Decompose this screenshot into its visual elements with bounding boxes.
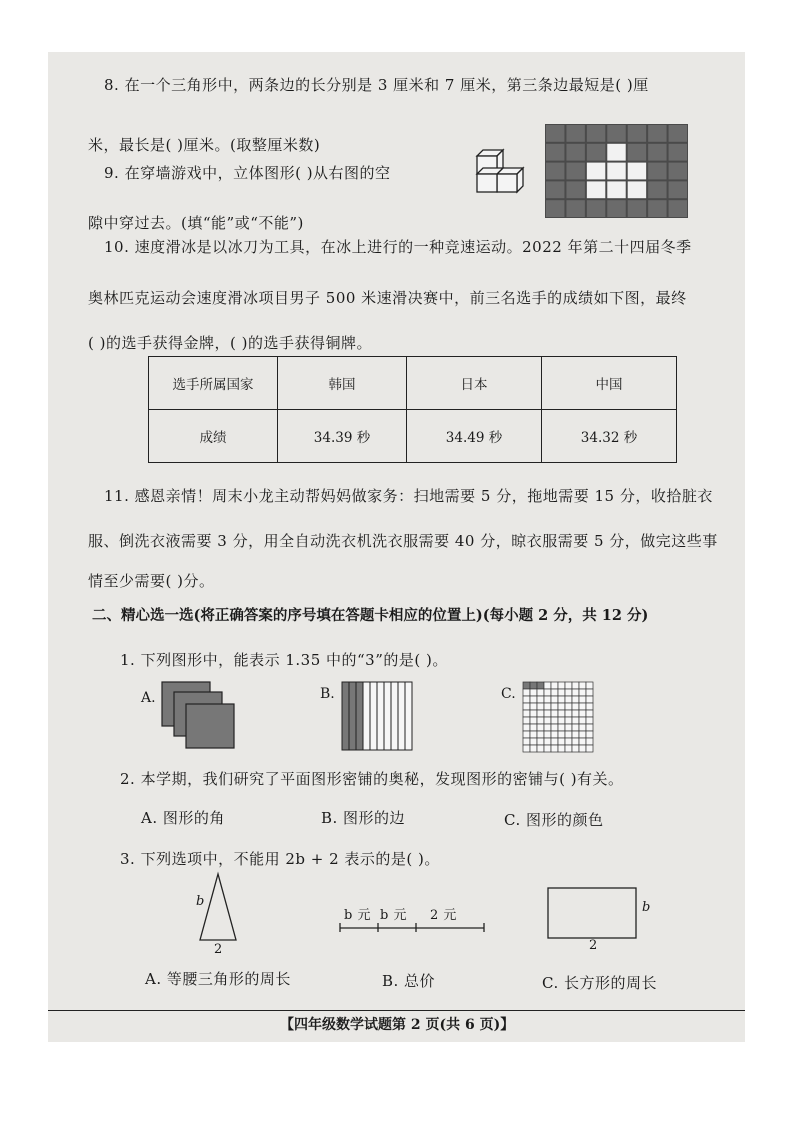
- grid-cell: [572, 717, 579, 724]
- grid-cell: [544, 710, 551, 717]
- grid-cell: [537, 710, 544, 717]
- grid-cell: [572, 696, 579, 703]
- grid-cell: [530, 738, 537, 745]
- wall-brick: [669, 125, 687, 142]
- grid-cell: [586, 696, 593, 703]
- grid-cell: [565, 682, 572, 689]
- grid-cell: [572, 745, 579, 752]
- grid-cell: [579, 689, 586, 696]
- wall-brick: [607, 125, 625, 142]
- grid-cell: [558, 710, 565, 717]
- strip: [363, 682, 370, 750]
- q10-line2: 奥林匹克运动会速度滑冰项目男子 500 米速滑决赛中，前三名选手的成绩如下图，最终: [88, 289, 687, 307]
- wall-brick: [546, 200, 564, 217]
- grid-cell: [530, 689, 537, 696]
- grid-cell: [544, 696, 551, 703]
- wall-brick: [566, 144, 584, 161]
- exam-page: [48, 52, 745, 1042]
- s1-stem: 1. 下列图形中，能表示 1.35 中的“3”的是( )。: [120, 651, 448, 669]
- table-cell: 34.39 秒: [278, 410, 407, 463]
- grid-cell: [544, 731, 551, 738]
- wall-brick: [628, 163, 646, 180]
- grid-cell: [523, 682, 530, 689]
- grid-cell: [565, 710, 572, 717]
- strip: [391, 682, 398, 750]
- grid-cell: [551, 745, 558, 752]
- grid-cell: [537, 689, 544, 696]
- grid-cell: [523, 738, 530, 745]
- grid-cell: [579, 717, 586, 724]
- grid-cell: [544, 745, 551, 752]
- s1-option-b-label: B.: [320, 686, 335, 702]
- wall-brick: [566, 181, 584, 198]
- grid-cell: [551, 724, 558, 731]
- grid-cell: [523, 689, 530, 696]
- grid-cell: [558, 745, 565, 752]
- grid-cell: [544, 689, 551, 696]
- grid-cell: [551, 710, 558, 717]
- grid-cell: [565, 696, 572, 703]
- grid-cell: [558, 689, 565, 696]
- grid-cell: [572, 738, 579, 745]
- grid-cell: [572, 703, 579, 710]
- wall-brick: [669, 200, 687, 217]
- cube-stack-figure: [463, 142, 525, 204]
- s1-option-a-figure: [160, 680, 240, 752]
- grid-cell: [586, 738, 593, 745]
- wall-brick: [628, 125, 646, 142]
- wall-brick: [607, 144, 625, 161]
- grid-cell: [544, 682, 551, 689]
- wall-brick: [648, 125, 666, 142]
- grid-cell: [572, 682, 579, 689]
- q10-line1: 10. 速度滑冰是以冰刀为工具，在冰上进行的一种竞速运动。2022 年第二十四届冬季: [104, 238, 692, 256]
- grid-cell: [523, 703, 530, 710]
- grid-cell: [586, 745, 593, 752]
- wall-gap-figure: [545, 124, 688, 218]
- wall-brick: [648, 181, 666, 198]
- wall-brick: [566, 200, 584, 217]
- wall-brick: [587, 181, 605, 198]
- q11-line3: 情至少需要( )分。: [88, 572, 215, 590]
- grid-cell: [579, 696, 586, 703]
- s3-stem: 3. 下列选项中，不能用 2b + 2 表示的是( )。: [120, 850, 440, 868]
- grid-cell: [523, 696, 530, 703]
- grid-cell: [530, 703, 537, 710]
- grid-cell: [551, 703, 558, 710]
- grid-cell: [572, 710, 579, 717]
- grid-cell: [586, 682, 593, 689]
- s1-option-a-label: A.: [141, 690, 156, 706]
- grid-cell: [586, 731, 593, 738]
- grid-cell: [558, 731, 565, 738]
- table-cell: 选手所属国家: [149, 357, 278, 410]
- grid-cell: [537, 731, 544, 738]
- grid-cell: [551, 731, 558, 738]
- grid-cell: [551, 738, 558, 745]
- grid-cell: [579, 682, 586, 689]
- rectangle-figure: [546, 886, 640, 942]
- wall-brick: [546, 181, 564, 198]
- q11-line2: 服、倒洗衣液需要 3 分，用全自动洗衣机洗衣服需要 40 分，晾衣服需要 5 分，做完这些事: [88, 532, 718, 550]
- grid-cell: [544, 738, 551, 745]
- results-table: [148, 356, 677, 463]
- wall-brick: [587, 144, 605, 161]
- grid-cell: [523, 717, 530, 724]
- grid-cell: [530, 696, 537, 703]
- wall-brick: [669, 181, 687, 198]
- grid-cell: [551, 682, 558, 689]
- strip: [356, 682, 363, 750]
- wall-brick: [669, 144, 687, 161]
- s1-option-c-label: C.: [501, 686, 516, 702]
- wall-brick: [566, 125, 584, 142]
- grid-cell: [565, 738, 572, 745]
- s2-option-b: B. 图形的边: [321, 809, 406, 827]
- grid-cell: [537, 745, 544, 752]
- s2-option-a: A. 图形的角: [141, 809, 225, 827]
- s2-stem: 2. 本学期，我们研究了平面图形密铺的奥秘，发现图形的密铺与( )有关。: [120, 770, 624, 788]
- s3-option-b: B. 总价: [382, 972, 436, 990]
- s3-option-c: C. 长方形的周长: [542, 974, 657, 992]
- wall-brick: [566, 163, 584, 180]
- grid-cell: [586, 717, 593, 724]
- wall-brick: [607, 200, 625, 217]
- strip: [377, 682, 384, 750]
- s1-option-b-figure: [340, 680, 416, 752]
- strip: [384, 682, 391, 750]
- triangle-side-label: b: [196, 894, 205, 909]
- grid-cell: [537, 696, 544, 703]
- q11-line1: 11. 感恩亲情！周末小龙主动帮妈妈做家务：扫地需要 5 分，拖地需要 15 分，收拾脏衣: [104, 487, 713, 505]
- grid-cell: [579, 745, 586, 752]
- grid-cell: [565, 689, 572, 696]
- grid-cell: [586, 689, 593, 696]
- grid-cell: [572, 731, 579, 738]
- q8-line2: 米，最长是( )厘米。(取整厘米数): [88, 136, 321, 154]
- s3-option-a: A. 等腰三角形的周长: [145, 970, 291, 988]
- strip: [342, 682, 349, 750]
- grid-cell: [572, 724, 579, 731]
- q10-line3: ( )的选手获得金牌，( )的选手获得铜牌。: [88, 334, 372, 352]
- wall-brick: [628, 200, 646, 217]
- grid-cell: [579, 724, 586, 731]
- grid-cell: [537, 724, 544, 731]
- price-label-3: 2 元: [430, 908, 457, 923]
- wall-brick: [648, 200, 666, 217]
- triangle-base-label: 2: [214, 942, 223, 957]
- rect-side-label: b: [642, 900, 651, 915]
- grid-cell: [551, 689, 558, 696]
- grid-cell: [586, 710, 593, 717]
- grid-cell: [579, 703, 586, 710]
- strip: [370, 682, 377, 750]
- wall-brick: [648, 144, 666, 161]
- grid-cell: [558, 717, 565, 724]
- wall-brick: [607, 163, 625, 180]
- wall-brick: [628, 181, 646, 198]
- grid-cell: [530, 745, 537, 752]
- q9-line1: 9. 在穿墙游戏中，立体图形( )从右图的空: [104, 164, 391, 182]
- page-footer: 【四年级数学试题第 2 页(共 6 页)】: [280, 1017, 515, 1033]
- table-cell: 34.32 秒: [542, 410, 677, 463]
- s2-option-c: C. 图形的颜色: [504, 811, 604, 829]
- wall-brick: [628, 144, 646, 161]
- grid-cell: [537, 703, 544, 710]
- table-cell: 日本: [407, 357, 542, 410]
- q8-line1: 8. 在一个三角形中，两条边的长分别是 3 厘米和 7 厘米，第三条边最短是( )厘: [104, 76, 649, 94]
- s1-option-c-figure: [521, 680, 595, 754]
- wall-brick: [587, 163, 605, 180]
- wall-brick: [607, 181, 625, 198]
- grid-cell: [551, 717, 558, 724]
- table-cell: 中国: [542, 357, 677, 410]
- strip: [405, 682, 412, 750]
- grid-cell: [579, 710, 586, 717]
- wall-brick: [546, 125, 564, 142]
- grid-cell: [551, 696, 558, 703]
- isosceles-triangle-figure: [188, 870, 248, 952]
- table-cell: 34.49 秒: [407, 410, 542, 463]
- table-row: [149, 410, 677, 463]
- wall-brick: [587, 125, 605, 142]
- strip: [398, 682, 405, 750]
- grid-cell: [530, 682, 537, 689]
- grid-cell: [544, 717, 551, 724]
- wall-brick: [648, 163, 666, 180]
- grid-cell: [579, 731, 586, 738]
- grid-cell: [586, 703, 593, 710]
- grid-cell: [523, 745, 530, 752]
- grid-cell: [523, 731, 530, 738]
- grid-cell: [530, 717, 537, 724]
- grid-cell: [586, 724, 593, 731]
- grid-cell: [558, 724, 565, 731]
- grid-cell: [523, 710, 530, 717]
- grid-cell: [565, 724, 572, 731]
- price-label-1: b 元: [344, 908, 371, 923]
- grid-cell: [558, 696, 565, 703]
- grid-cell: [558, 738, 565, 745]
- grid-cell: [565, 731, 572, 738]
- grid-cell: [579, 738, 586, 745]
- grid-cell: [530, 731, 537, 738]
- grid-cell: [523, 724, 530, 731]
- strip: [349, 682, 356, 750]
- grid-cell: [558, 703, 565, 710]
- wall-brick: [546, 163, 564, 180]
- table-cell: 成绩: [149, 410, 278, 463]
- wall-brick: [587, 200, 605, 217]
- grid-cell: [537, 682, 544, 689]
- grid-cell: [537, 717, 544, 724]
- grid-cell: [565, 703, 572, 710]
- grid-cell: [565, 745, 572, 752]
- wall-brick: [546, 144, 564, 161]
- grid-cell: [530, 724, 537, 731]
- grid-cell: [544, 724, 551, 731]
- q9-line2: 隙中穿过去。(填“能”或“不能”): [88, 214, 304, 232]
- grid-cell: [558, 682, 565, 689]
- grid-cell: [544, 703, 551, 710]
- table-cell: 韩国: [278, 357, 407, 410]
- wall-brick: [669, 163, 687, 180]
- rect-base-label: 2: [589, 938, 598, 953]
- grid-cell: [537, 738, 544, 745]
- grid-cell: [530, 710, 537, 717]
- grid-cell: [565, 717, 572, 724]
- table-header-row: [149, 357, 677, 410]
- price-label-2: b 元: [380, 908, 407, 923]
- footer-rule: [48, 1010, 745, 1011]
- grid-cell: [572, 689, 579, 696]
- section2-heading: 二、精心选一选(将正确答案的序号填在答题卡相应的位置上)(每小题 2 分，共 12 分): [92, 607, 649, 624]
